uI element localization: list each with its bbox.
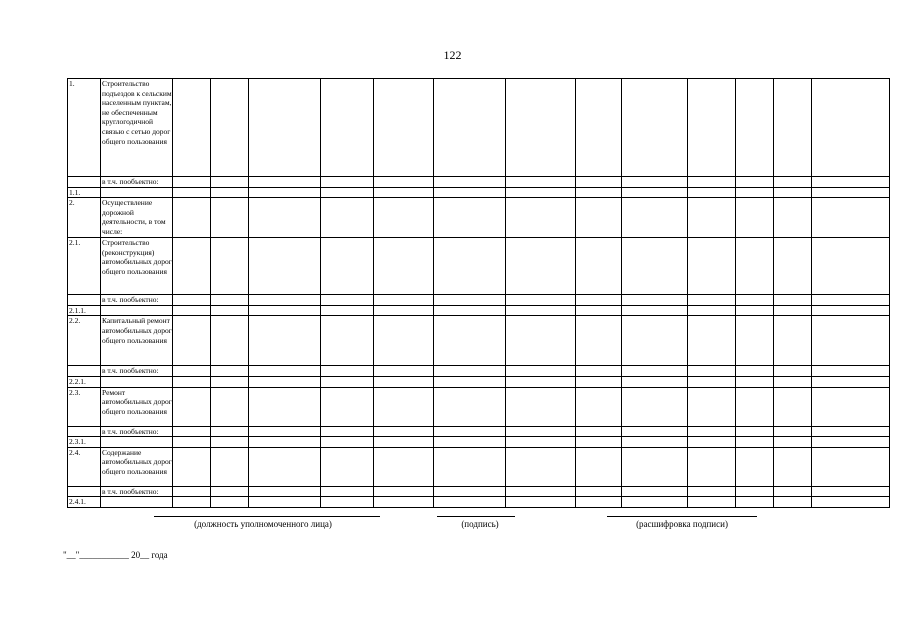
- value-cell: [774, 366, 812, 377]
- row-number: [68, 426, 101, 437]
- value-cell: [688, 295, 736, 306]
- value-cell: [173, 447, 211, 486]
- value-cell: [211, 437, 249, 448]
- value-cell: [506, 238, 576, 295]
- value-cell: [736, 79, 774, 177]
- value-cell: [576, 187, 622, 198]
- value-cell: [688, 387, 736, 426]
- value-cell: [173, 79, 211, 177]
- value-cell: [321, 387, 374, 426]
- value-cell: [321, 437, 374, 448]
- value-cell: [321, 366, 374, 377]
- row-label: в т.ч. пообъектно:: [101, 366, 173, 377]
- value-cell: [374, 426, 434, 437]
- value-cell: [688, 187, 736, 198]
- value-cell: [374, 316, 434, 366]
- value-cell: [434, 497, 506, 508]
- row-number: 2.2.1.: [68, 376, 101, 387]
- value-cell: [622, 79, 688, 177]
- table-row: [68, 295, 890, 306]
- value-cell: [434, 187, 506, 198]
- value-cell: [774, 198, 812, 238]
- value-cell: [434, 316, 506, 366]
- value-cell: [374, 305, 434, 316]
- value-cell: [812, 305, 890, 316]
- value-cell: [812, 295, 890, 306]
- value-cell: [321, 305, 374, 316]
- value-cell: [173, 316, 211, 366]
- value-cell: [812, 387, 890, 426]
- value-cell: [774, 238, 812, 295]
- value-cell: [774, 295, 812, 306]
- value-cell: [506, 177, 576, 188]
- value-cell: [506, 198, 576, 238]
- value-cell: [812, 486, 890, 497]
- value-cell: [434, 426, 506, 437]
- value-cell: [774, 387, 812, 426]
- value-cell: [374, 376, 434, 387]
- value-cell: [622, 198, 688, 238]
- value-cell: [774, 187, 812, 198]
- value-cell: [211, 238, 249, 295]
- row-label: Строительство подъездов к сельским населенным пунктам, не обеспеченным круглогодичной связью с сетью дорог общего пользования: [101, 79, 173, 177]
- value-cell: [173, 387, 211, 426]
- value-cell: [506, 387, 576, 426]
- value-cell: [374, 387, 434, 426]
- value-cell: [736, 177, 774, 188]
- value-cell: [812, 316, 890, 366]
- row-label: Осуществление дорожной деятельности, в том числе:: [101, 198, 173, 238]
- position-caption: (должность уполномоченного лица): [194, 519, 332, 529]
- value-cell: [173, 187, 211, 198]
- row-number: 1.: [68, 79, 101, 177]
- row-label: в т.ч. пообъектно:: [101, 177, 173, 188]
- value-cell: [211, 366, 249, 377]
- value-cell: [249, 447, 321, 486]
- row-number: 2.: [68, 198, 101, 238]
- value-cell: [434, 295, 506, 306]
- value-cell: [688, 437, 736, 448]
- value-cell: [774, 305, 812, 316]
- value-cell: [812, 376, 890, 387]
- row-label: [101, 187, 173, 198]
- value-cell: [321, 426, 374, 437]
- value-cell: [506, 305, 576, 316]
- value-cell: [736, 238, 774, 295]
- value-cell: [321, 187, 374, 198]
- value-cell: [622, 295, 688, 306]
- table-row: [68, 437, 890, 448]
- value-cell: [211, 79, 249, 177]
- value-cell: [812, 79, 890, 177]
- row-number: [68, 295, 101, 306]
- value-cell: [688, 497, 736, 508]
- value-cell: [173, 366, 211, 377]
- table-row: [68, 497, 890, 508]
- value-cell: [736, 376, 774, 387]
- signature-caption: (подпись): [461, 519, 499, 529]
- row-number: 2.4.: [68, 447, 101, 486]
- value-cell: [688, 316, 736, 366]
- value-cell: [576, 376, 622, 387]
- value-cell: [506, 295, 576, 306]
- value-cell: [736, 305, 774, 316]
- value-cell: [736, 316, 774, 366]
- value-cell: [434, 387, 506, 426]
- value-cell: [211, 387, 249, 426]
- value-cell: [374, 497, 434, 508]
- value-cell: [622, 376, 688, 387]
- value-cell: [576, 295, 622, 306]
- value-cell: [812, 366, 890, 377]
- value-cell: [736, 387, 774, 426]
- value-cell: [321, 295, 374, 306]
- row-label: Ремонт автомобильных дорог общего пользования: [101, 387, 173, 426]
- row-number: 1.1.: [68, 187, 101, 198]
- value-cell: [774, 316, 812, 366]
- value-cell: [321, 376, 374, 387]
- value-cell: [688, 198, 736, 238]
- value-cell: [249, 387, 321, 426]
- value-cell: [506, 187, 576, 198]
- value-cell: [812, 497, 890, 508]
- value-cell: [812, 426, 890, 437]
- value-cell: [812, 238, 890, 295]
- report-table: [67, 78, 890, 508]
- value-cell: [211, 316, 249, 366]
- row-number: 2.1.: [68, 238, 101, 295]
- table-row: [68, 486, 890, 497]
- value-cell: [434, 447, 506, 486]
- row-label: в т.ч. пообъектно:: [101, 295, 173, 306]
- value-cell: [506, 486, 576, 497]
- row-number: 2.3.: [68, 387, 101, 426]
- value-cell: [576, 486, 622, 497]
- value-cell: [173, 198, 211, 238]
- value-cell: [374, 187, 434, 198]
- value-cell: [321, 238, 374, 295]
- value-cell: [622, 316, 688, 366]
- value-cell: [249, 497, 321, 508]
- value-cell: [736, 187, 774, 198]
- value-cell: [211, 177, 249, 188]
- date-line: "__"___________ 20__ года: [63, 550, 168, 560]
- value-cell: [374, 79, 434, 177]
- row-label: в т.ч. пообъектно:: [101, 426, 173, 437]
- row-label: в т.ч. пообъектно:: [101, 486, 173, 497]
- value-cell: [249, 376, 321, 387]
- value-cell: [249, 437, 321, 448]
- table-row: [68, 305, 890, 316]
- value-cell: [374, 198, 434, 238]
- value-cell: [249, 316, 321, 366]
- row-number: 2.3.1.: [68, 437, 101, 448]
- value-cell: [688, 79, 736, 177]
- value-cell: [211, 187, 249, 198]
- value-cell: [576, 316, 622, 366]
- table-row: [68, 187, 890, 198]
- value-cell: [506, 366, 576, 377]
- value-cell: [736, 426, 774, 437]
- value-cell: [622, 177, 688, 188]
- value-cell: [622, 387, 688, 426]
- row-label: Капитальный ремонт автомобильных дорог общего пользования: [101, 316, 173, 366]
- table-row: [68, 177, 890, 188]
- value-cell: [211, 497, 249, 508]
- value-cell: [374, 177, 434, 188]
- value-cell: [812, 187, 890, 198]
- value-cell: [812, 437, 890, 448]
- value-cell: [774, 426, 812, 437]
- value-cell: [622, 187, 688, 198]
- value-cell: [173, 497, 211, 508]
- value-cell: [249, 238, 321, 295]
- value-cell: [576, 79, 622, 177]
- value-cell: [622, 366, 688, 377]
- value-cell: [506, 79, 576, 177]
- value-cell: [576, 437, 622, 448]
- value-cell: [688, 177, 736, 188]
- value-cell: [211, 426, 249, 437]
- value-cell: [249, 295, 321, 306]
- value-cell: [173, 177, 211, 188]
- value-cell: [173, 238, 211, 295]
- value-cell: [774, 79, 812, 177]
- value-cell: [211, 305, 249, 316]
- table-row: [68, 426, 890, 437]
- row-label: [101, 376, 173, 387]
- row-label: [101, 497, 173, 508]
- value-cell: [434, 198, 506, 238]
- row-label: Строительство (реконструкция) автомобильных дорог общего пользования: [101, 238, 173, 295]
- value-cell: [506, 447, 576, 486]
- value-cell: [374, 437, 434, 448]
- value-cell: [506, 316, 576, 366]
- value-cell: [321, 497, 374, 508]
- row-number: [68, 177, 101, 188]
- value-cell: [211, 486, 249, 497]
- value-cell: [576, 387, 622, 426]
- value-cell: [173, 437, 211, 448]
- value-cell: [434, 238, 506, 295]
- table-row: [68, 376, 890, 387]
- value-cell: [321, 198, 374, 238]
- value-cell: [622, 447, 688, 486]
- row-label: Содержание автомобильных дорог общего пользования: [101, 447, 173, 486]
- value-cell: [774, 376, 812, 387]
- value-cell: [688, 486, 736, 497]
- value-cell: [249, 79, 321, 177]
- value-cell: [374, 295, 434, 306]
- table-row: [68, 447, 890, 486]
- value-cell: [576, 497, 622, 508]
- table-row: [68, 79, 890, 177]
- value-cell: [374, 238, 434, 295]
- value-cell: [434, 486, 506, 497]
- value-cell: [736, 486, 774, 497]
- value-cell: [622, 437, 688, 448]
- value-cell: [173, 295, 211, 306]
- value-cell: [622, 238, 688, 295]
- value-cell: [688, 305, 736, 316]
- value-cell: [736, 447, 774, 486]
- value-cell: [173, 376, 211, 387]
- table-row: [68, 198, 890, 238]
- value-cell: [774, 447, 812, 486]
- value-cell: [812, 198, 890, 238]
- value-cell: [249, 426, 321, 437]
- value-cell: [434, 305, 506, 316]
- value-cell: [576, 198, 622, 238]
- value-cell: [812, 177, 890, 188]
- value-cell: [736, 295, 774, 306]
- value-cell: [321, 177, 374, 188]
- value-cell: [576, 177, 622, 188]
- row-label: [101, 437, 173, 448]
- value-cell: [774, 486, 812, 497]
- value-cell: [211, 295, 249, 306]
- value-cell: [736, 366, 774, 377]
- value-cell: [374, 486, 434, 497]
- value-cell: [249, 305, 321, 316]
- value-cell: [434, 437, 506, 448]
- value-cell: [211, 447, 249, 486]
- value-cell: [622, 426, 688, 437]
- table-row: [68, 387, 890, 426]
- value-cell: [249, 366, 321, 377]
- value-cell: [173, 426, 211, 437]
- value-cell: [576, 238, 622, 295]
- value-cell: [576, 426, 622, 437]
- value-cell: [434, 79, 506, 177]
- value-cell: [249, 177, 321, 188]
- value-cell: [506, 437, 576, 448]
- value-cell: [688, 376, 736, 387]
- value-cell: [812, 447, 890, 486]
- value-cell: [211, 376, 249, 387]
- signature-decode-caption: (расшифровка подписи): [636, 519, 728, 529]
- row-number: 2.1.1.: [68, 305, 101, 316]
- value-cell: [622, 486, 688, 497]
- row-number: [68, 366, 101, 377]
- value-cell: [774, 497, 812, 508]
- row-number: 2.2.: [68, 316, 101, 366]
- value-cell: [434, 177, 506, 188]
- value-cell: [321, 447, 374, 486]
- value-cell: [249, 198, 321, 238]
- value-cell: [736, 437, 774, 448]
- row-number: 2.4.1.: [68, 497, 101, 508]
- value-cell: [622, 305, 688, 316]
- row-label: [101, 305, 173, 316]
- value-cell: [688, 426, 736, 437]
- value-cell: [211, 198, 249, 238]
- value-cell: [506, 426, 576, 437]
- value-cell: [576, 305, 622, 316]
- value-cell: [374, 366, 434, 377]
- table-row: [68, 366, 890, 377]
- value-cell: [374, 447, 434, 486]
- value-cell: [736, 497, 774, 508]
- value-cell: [173, 305, 211, 316]
- value-cell: [249, 486, 321, 497]
- value-cell: [576, 447, 622, 486]
- value-cell: [249, 187, 321, 198]
- page-number: 122: [443, 48, 462, 62]
- value-cell: [688, 447, 736, 486]
- value-cell: [173, 486, 211, 497]
- value-cell: [774, 177, 812, 188]
- table-row: [68, 238, 890, 295]
- value-cell: [321, 316, 374, 366]
- value-cell: [506, 497, 576, 508]
- row-number: [68, 486, 101, 497]
- value-cell: [774, 437, 812, 448]
- value-cell: [622, 497, 688, 508]
- value-cell: [434, 366, 506, 377]
- value-cell: [321, 486, 374, 497]
- value-cell: [688, 238, 736, 295]
- value-cell: [688, 366, 736, 377]
- table-row: [68, 316, 890, 366]
- value-cell: [321, 79, 374, 177]
- value-cell: [736, 198, 774, 238]
- value-cell: [434, 376, 506, 387]
- value-cell: [576, 366, 622, 377]
- value-cell: [506, 376, 576, 387]
